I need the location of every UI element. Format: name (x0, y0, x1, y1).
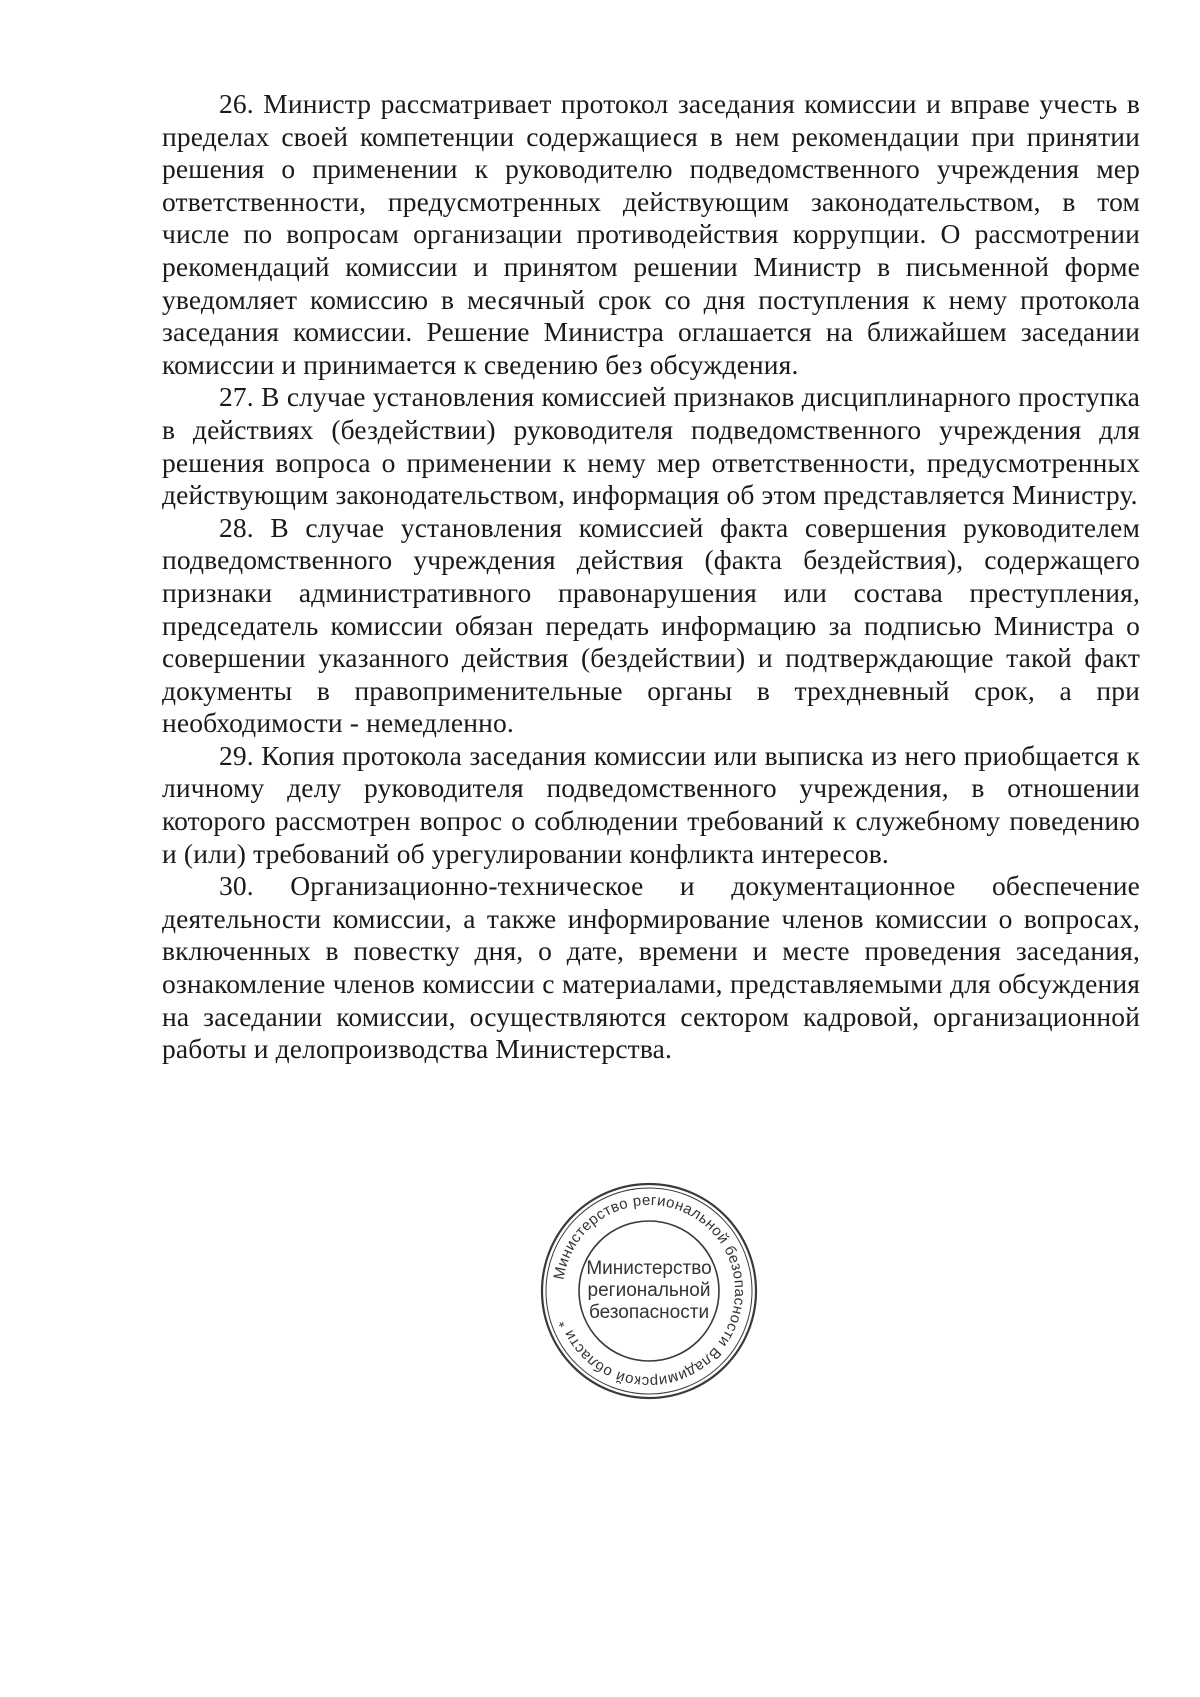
seal-center-line-3: безопасности (588, 1302, 710, 1323)
seal-center-line-1: Министерство (586, 1258, 712, 1279)
seal-ring-textpath: Министерство региональной безопасности Владимирской области * (550, 1191, 749, 1391)
seal-center-line-2: региональной (587, 1280, 711, 1301)
paragraph-28: 28. В случае установления комиссией факта совершения руководителем подведомственного учреждения действия (факта бездействия), содержащего признаки административного правонарушения или состава преступления, председатель комиссии обязан передать информацию за подписью Министра о совершении указанного действия (бездействии) и подтверждающие такой факт документы в правоприменительные органы в трехдневный срок, а при необходимости - немедленно. (162, 511, 1140, 739)
paragraph-27: 27. В случае установления комиссией признаков дисциплинарного проступка в действиях (бездействии) руководителя подведомственного учреждения для решения вопроса о применении к нему мер ответственности, предусмотренных действующим законодательством, информация об этом представляется Министру. (162, 381, 1140, 511)
paragraph-29: 29. Копия протокола заседания комиссии или выписка из него приобщается к личному делу руководителя подведомственного учреждения, в отношении которого рассмотрен вопрос о соблюдении требований к служебному поведению и (или) требований об урегулировании конфликта интересов. (162, 739, 1140, 869)
document-body (162, 88, 1140, 1066)
paragraph-30: 30. Организационно-техническое и документационное обеспечение деятельности комиссии, а также информирование членов комиссии о вопросах, включенных в повестку дня, о дате, времени и месте проведения заседания, ознакомление членов комиссии с материалами, представляемыми для обсуждения на заседании комиссии, осуществляются сектором кадровой, организационной работы и делопроизводства Министерства. (162, 870, 1140, 1065)
paragraph-26: 26. Министр рассматривает протокол заседания комиссии и вправе учесть в пределах своей компетенции содержащиеся в нем рекомендации при принятии решения о применении к руководителю подведомственного учреждения мер ответственности, предусмотренных действующим законодательством, в том числе по вопросам организации противодействия коррупции. О рассмотрении рекомендаций комиссии и принятом решении Министр в письменной форме уведомляет комиссию в месячный срок со дня поступления к нему протокола заседания комиссии. Решение Министра оглашается на ближайшем заседании комиссии и принимается к сведению без обсуждения. (162, 88, 1140, 380)
seal-center-text (538, 1180, 760, 1402)
official-seal (538, 1180, 760, 1402)
